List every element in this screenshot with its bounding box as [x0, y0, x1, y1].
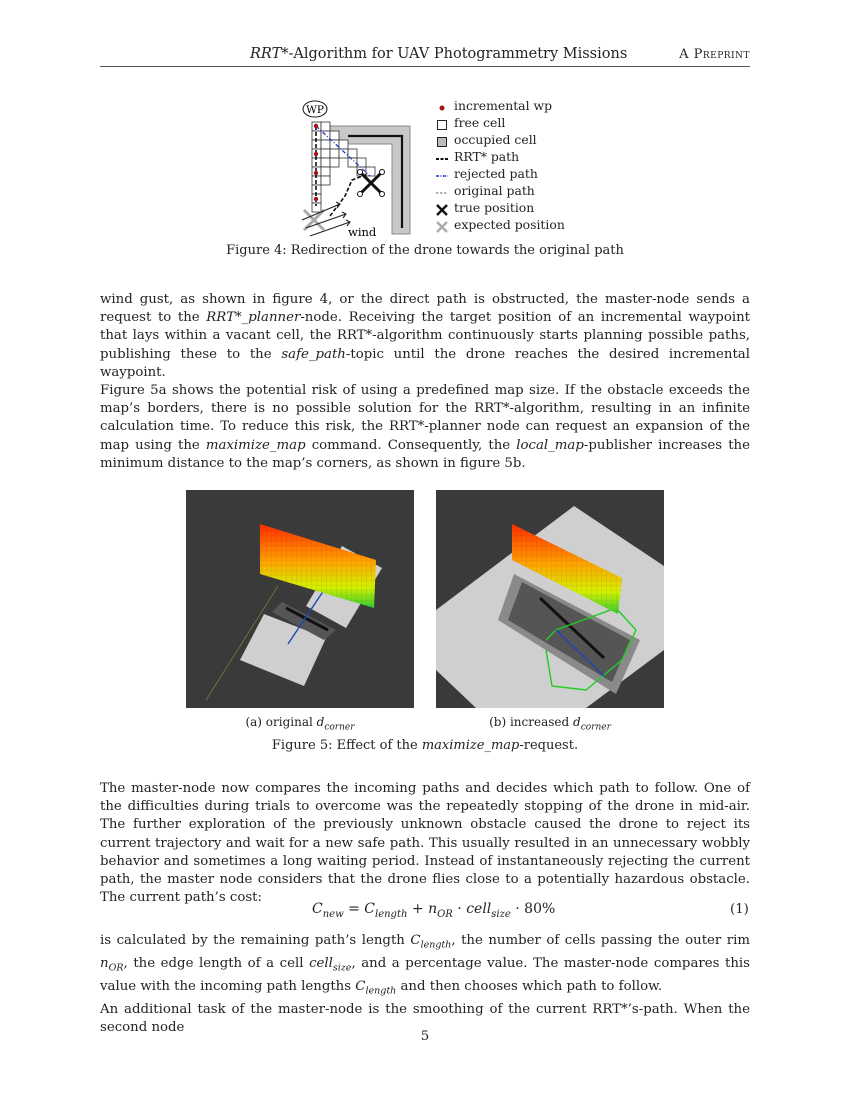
- paragraph-4: is calculated by the remaining path’s length $C_{length}$, the number of cells passing the outer rim $n_{OR}$, the edge length of a cell cell$_{size}$, and a percentage value. The master-node compares this value with the incoming path lengths $C_{length}$ and then chooses which path to follow. An additional task of the master-node is the smoothing of the current RRT*’s-path. When the second node: [100, 932, 750, 1037]
- equation-number: (1): [730, 902, 749, 917]
- figure5a-image: [186, 490, 414, 708]
- page-number: 5: [420, 1029, 430, 1044]
- wind-arrows: [302, 202, 350, 236]
- legend-expected-position: expected position: [436, 216, 565, 233]
- figure4-caption: Figure 4: Redirection of the drone towards the original path: [226, 243, 624, 258]
- legend-occupied-cell: occupied cell: [436, 131, 537, 148]
- gray-x-icon: [436, 220, 448, 232]
- legend-free-cell: free cell: [436, 114, 505, 131]
- figure5-caption: Figure 5: Effect of the maximize_map-request.: [271, 738, 579, 753]
- header-title: RRT*-Algorithm for UAV Photogrammetry Missions: [250, 46, 628, 62]
- legend-true-position: true position: [436, 199, 534, 216]
- occupied-cell-icon: [436, 135, 448, 147]
- blue-dashdot-icon: [436, 169, 448, 181]
- equation-1: $C_{new} = C_{length} + n_{OR}$ · cell$_{size}$ · 80%: [312, 901, 556, 920]
- running-header: [100, 44, 750, 67]
- figure5b-image: [436, 490, 664, 708]
- paragraph-2: Figure 5a shows the potential risk of using a predefined map size. If the obstacle exceeds the map’s borders, there is no possible solution for the RRT*-algorithm, resulting in an infinite calculation time. To reduce this risk, the RRT*-planner node can request an expansion of the map using the maximize_map command. Consequently, the local_map-publisher increases the minimum distance to the map’s corners, as shown in figure 5b.: [100, 383, 750, 471]
- wp-label: WP: [306, 104, 324, 116]
- wind-label: wind: [348, 225, 377, 239]
- legend-incremental-wp: incremental wp: [436, 97, 552, 114]
- figure4-diagram: [290, 96, 420, 242]
- black-x-icon: [436, 203, 448, 215]
- gray-dashed-icon: [436, 186, 448, 198]
- figure5b-subcaption: (b) increased $d_{corner}$: [489, 715, 611, 733]
- expected-position-icon: [304, 210, 324, 230]
- paragraph-5: An additional task of the master-node is the smoothing of the current RRT*’s-path. When the second node: [100, 1001, 750, 1035]
- paragraph-3: The master-node now compares the incoming paths and decides which path to follow. One of the difficulties during trials to overcome was the repeatedly stopping of the drone in mid-air. The further exploration of the previously unknown obstacle caused the drone to reject its current trajectory and wait for a new safe path. This usually resulted in an unnecessary wobbly behavior and sometimes a long waiting period. Instead of instantaneously rejecting the current path, the master node considers that the drone flies close to a potentially hazardous obstacle. The current path’s cost:: [100, 781, 750, 906]
- free-cell-icon: [436, 118, 448, 130]
- dashed-line-icon: [436, 152, 448, 164]
- paragraph-1: wind gust, as shown in figure 4, or the direct path is obstructed, the master-node sends a request to the RRT*_planner-node. Receiving the target position of an incremental waypoint that lays within a vacant cell, the RRT*-algorithm continuously starts planning possible paths, publishing these to the safe_path-topic until the drone reaches the desired incremental waypoint. Figure 5a shows the potential risk of using a predefined map size. If the obstacle exceeds the map’s borders, there is no possible solution for the RRT*-algorithm, resulting in an infinite calculation time. To reduce this risk, the RRT*-planner node can request an expansion of the map using the maximize_map command. Consequently, the local_map-publisher increases the minimum distance to the map’s corners, as shown in figure 5b.: [100, 291, 750, 473]
- figure5a-subcaption: (a) original $d_{corner}$: [245, 715, 355, 733]
- legend-original-path: original path: [436, 182, 535, 199]
- header-right: A Preprint: [679, 47, 750, 62]
- red-dot-icon: [436, 101, 448, 113]
- legend-rrt-path: RRT* path: [436, 148, 519, 165]
- legend-rejected-path: rejected path: [436, 165, 538, 182]
